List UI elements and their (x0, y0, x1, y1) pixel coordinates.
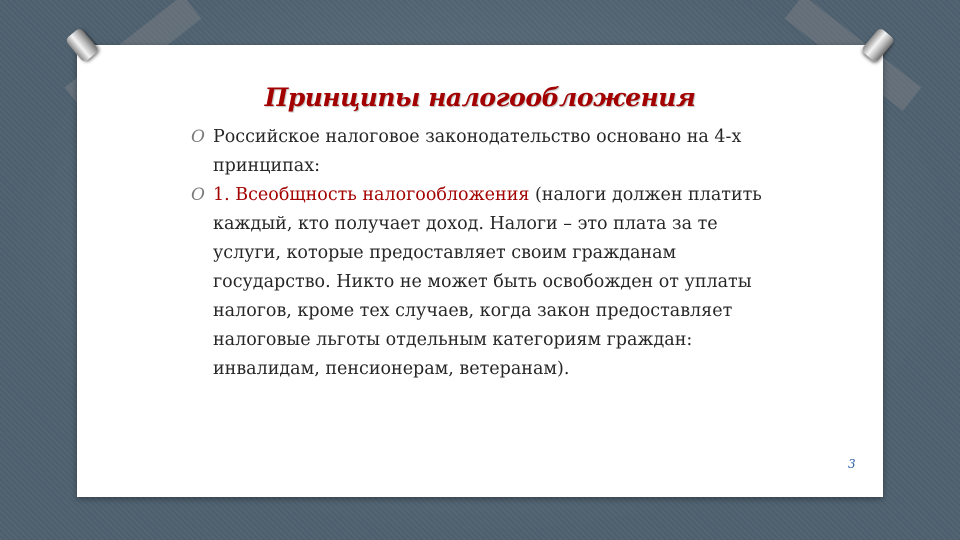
bullet-highlight: 1. Всеобщность налогообложения (213, 185, 530, 205)
page-number: 3 (848, 457, 856, 471)
bullet-item (191, 181, 776, 384)
slide-card (77, 45, 883, 497)
bullet-marker: O (191, 127, 205, 147)
bullet-text: (налоги должен платить каждый, кто получает доход. Налоги – это плата за те услуги, которые предоставляет своим гражданам государство. Никто не может быть освобожден от уплаты налогов, кроме тех случаев, когда закон предоставляет налоговые льготы отдельным категориям граждан: инвалидам, пенсионерам, ветеранам). (213, 185, 762, 379)
bullet-item (191, 123, 776, 181)
bullet-marker: O (191, 185, 205, 205)
slide-title: Принципы налогообложения (264, 83, 696, 112)
slide-content (191, 123, 776, 384)
bullet-text: Российское налоговое законодательство основано на 4-х принципах: (213, 127, 742, 176)
